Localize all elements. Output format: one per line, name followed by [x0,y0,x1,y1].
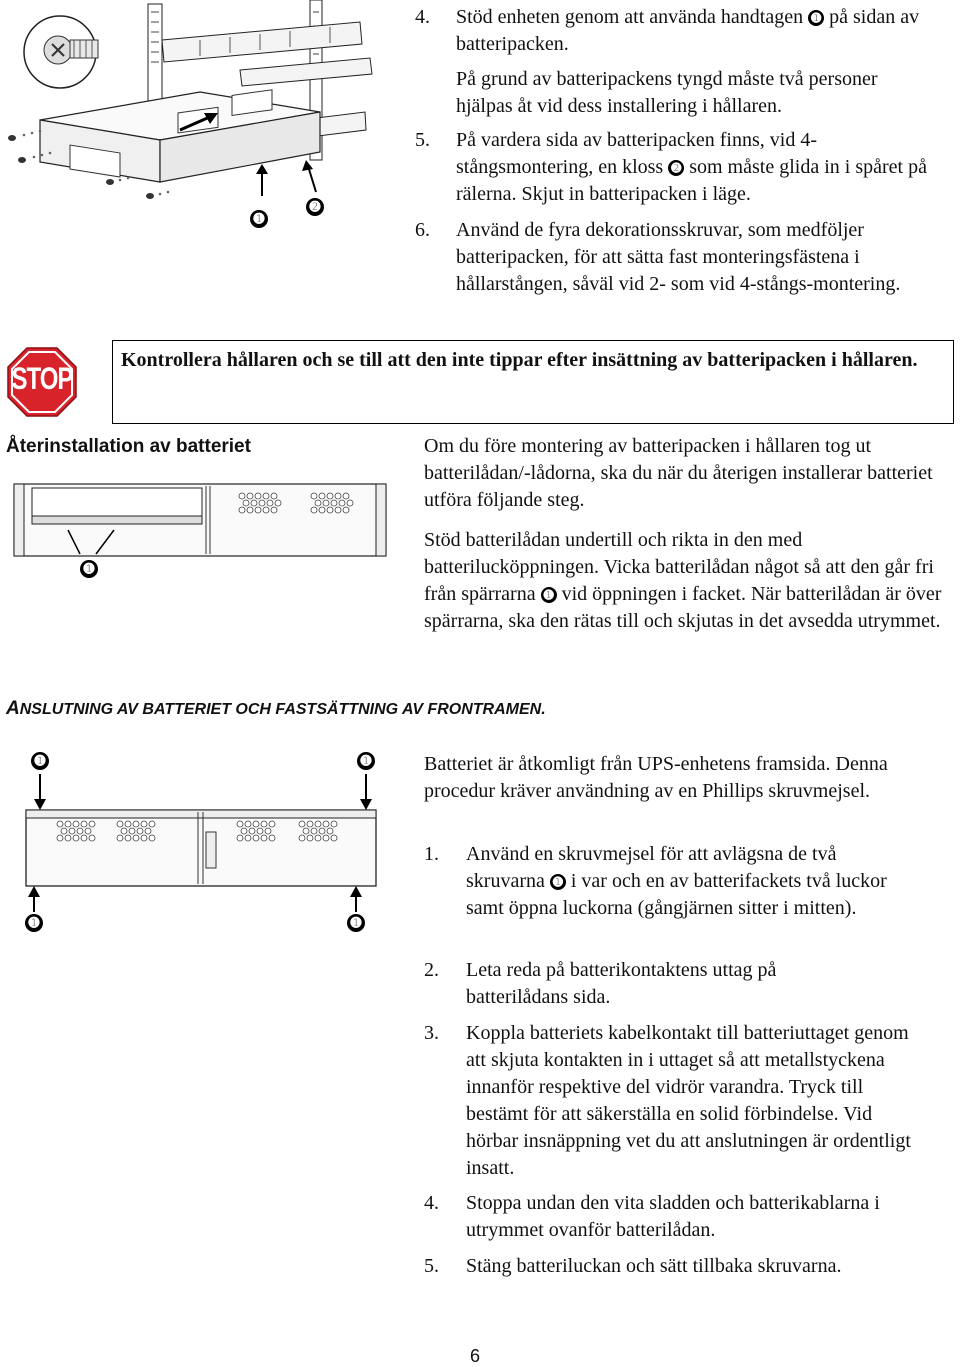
callout-1-inline: ➊ [550,874,566,890]
step-4-note: På grund av batteripackens tyngd måste två personer hjälpas åt vid dess installering i hållaren. [456,68,878,117]
reinstall-callout-marker: ➊ [80,560,98,578]
reinstall-para-2: Stöd batterilådan undertill och rikta in den med batterilucköppningen. Vicka batterilådan något så att den går fri från spärrarna ➊ vid öppningen i facket. När batterilådan är över spärrarna, ska den rätas till och skjutas in det avsedda utrymmet. [424,529,942,632]
page-number: 6 [470,1346,481,1366]
vent-grille-right [311,493,353,513]
connect-step-3-text: Koppla batteriets kabelkontakt till batteriuttaget genom att skjuta kontakten in i uttaget så att metallstyckena innanför respektive del vidrör varandra. Tryck till bestämt för att säkerställa en solid förbindelse. Vid hörbar insnäppning vet du att anslutningen är ordentligt insatt. [466,1022,911,1179]
step-4-text: Stöd enheten genom att använda handtagen ➊ på sidan av batteripacken. [456,6,920,55]
stop-sign [6,346,78,418]
warning-box [112,340,954,424]
callout-1-inline: ➊ [808,10,824,26]
callout-2-marker: ➋ [306,198,324,216]
connect-intro: Batteriet är åtkomligt från UPS-enhetens framsida. Denna procedur kräver användning av en Phillips skruvmejsel. [424,753,888,802]
bezel-callout-top-left: ➊ [31,752,49,770]
step-6-text: Använd de fyra dekorationsskruvar, som medföljer batteripacken, för att sätta fast monteringsfästena i hållarstången, såväl vid 2- som vid 4-stångs-montering. [456,219,901,295]
bezel-callout-top-right: ➊ [357,752,375,770]
battery-drawer-figure [10,478,390,586]
connect-step-1-text: Använd en skruvmejsel för att avlägsna de två skruvarna ➊ i var och en av batterifackets två luckor samt öppna luckorna (gångjärnen sitter i mitten). [466,843,887,919]
callout-2-inline: ➋ [668,160,684,176]
front-bezel-figure [20,744,390,944]
step-6-number: 6. [415,219,430,241]
bezel-callout-bottom-right: ➊ [347,914,365,932]
connect-step-5-text: Stäng batteriluckan och sätt tillbaka skruvarna. [466,1255,842,1277]
connect-step-2-text: Leta reda på batterikontaktens uttag på batterilådans sida. [466,959,777,1008]
front-bezel-illustration [20,744,390,944]
bezel-callout-bottom-left: ➊ [25,914,43,932]
reinstall-heading: Återinstallation av batteriet [6,436,251,457]
callout-1-marker: ➊ [250,210,268,228]
vent-grille-left [239,493,281,513]
reinstall-para-1: Om du före montering av batteripacken i hållaren tog ut batterilådan/-lådorna, ska du när du återigen installerar batteriet utföra följande steg. [424,435,933,511]
connect-heading: ANSLUTNING AV BATTERIET OCH FASTSÄTTNING AV FRONTRAMEN. [6,698,546,719]
warning-text: Kontrollera hållaren och se till att den inte tippar efter insättning av batteripacken i hållaren. [121,349,918,371]
battery-drawer-illustration [10,478,390,586]
callout-1-inline: ➊ [541,587,557,603]
stop-sign-text: STOP [11,361,73,397]
connect-step-4-text: Stoppa undan den vita sladden och batterikablarna i utrymmet ovanför batterilådan. [466,1192,880,1241]
step-5-text: På vardera sida av batteripacken finns, vid 4-stångsmontering, en kloss ➋ som måste glida in i spåret på rälerna. Skjut in batteripacken i läge. [456,129,927,205]
step-4-number: 4. [415,6,430,28]
step-5-number: 5. [415,129,430,151]
